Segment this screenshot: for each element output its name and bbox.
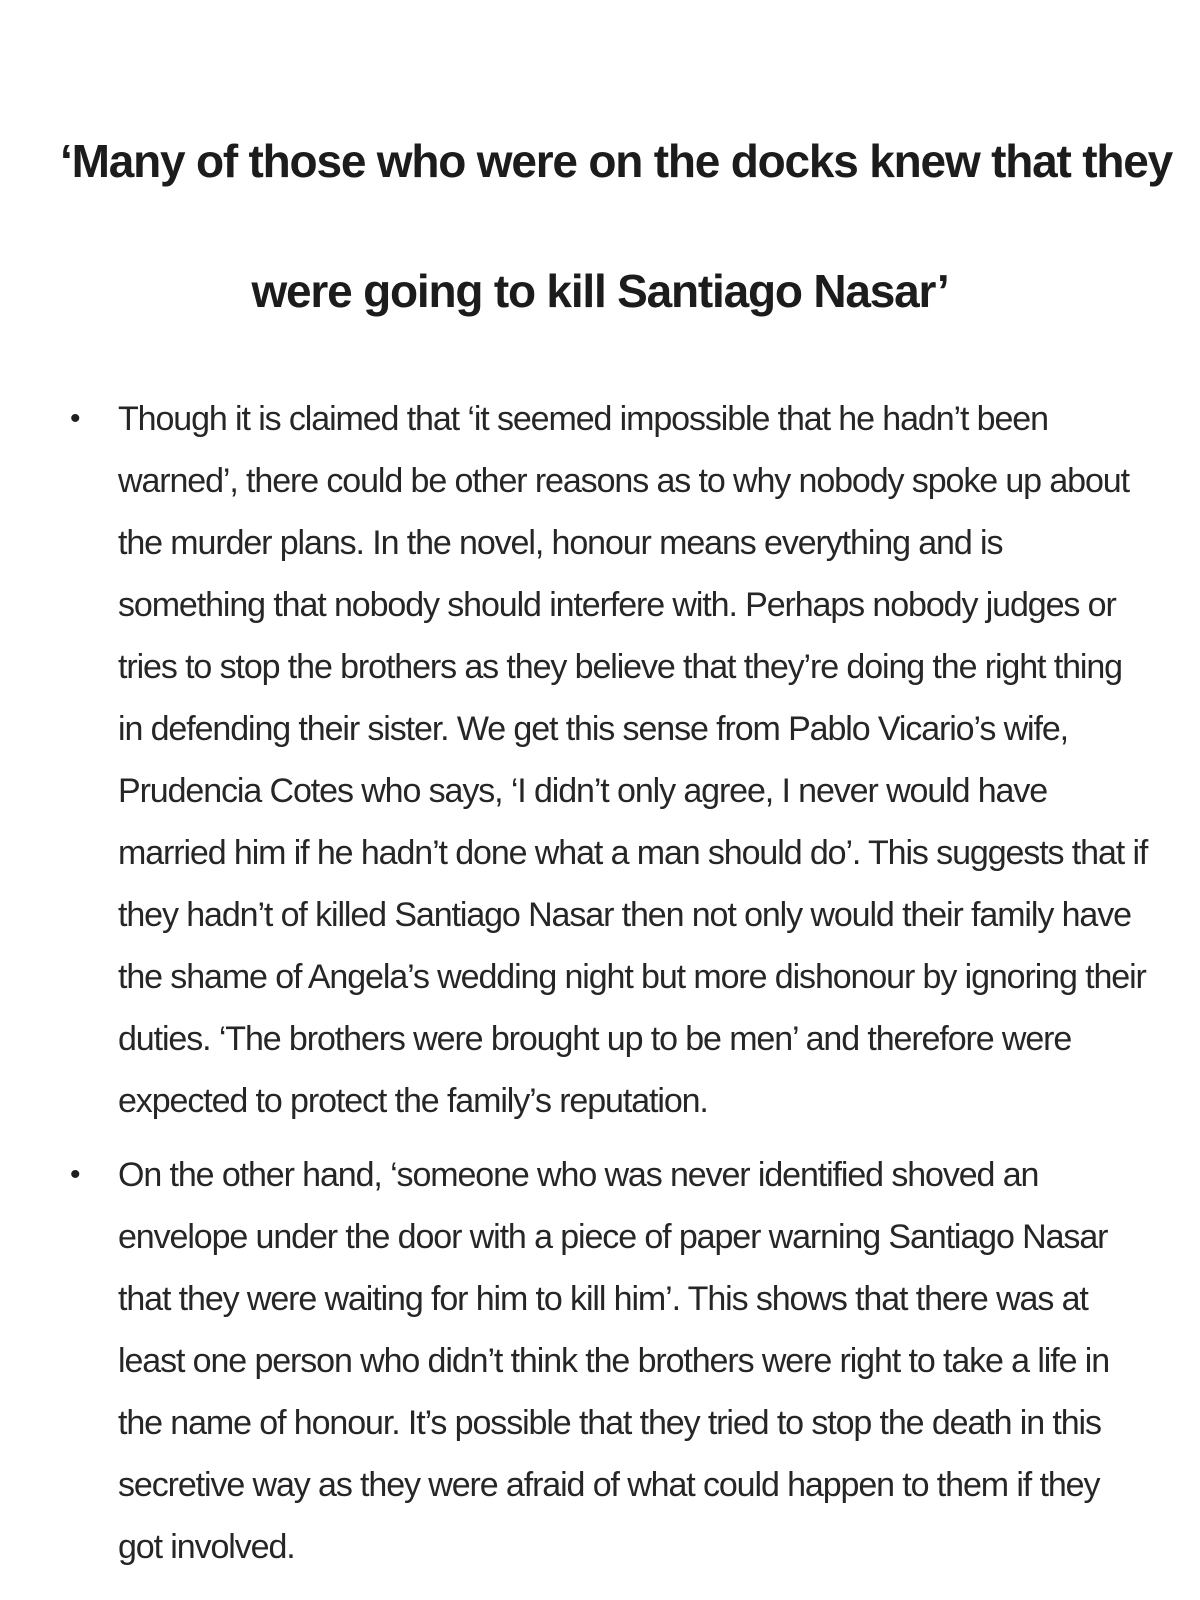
title-line-1: ‘Many of those who were on the docks knew that they [60, 135, 1172, 187]
title-line-2: were going to kill Santiago Nasar’ [251, 265, 949, 317]
bullet-icon: • [70, 1158, 81, 1191]
bullet-text-2: On the other hand, ‘someone who was never identified shoved an envelope under the door with a piece of paper warning Santiago Nasar that they were waiting for him to kill him’. This shows that there was at least one person who didn’t think the brothers were right to take a life in the name of honour. It’s possible that they tried to stop the death in this secretive way as they were afraid of what could happen to them if they got involved. [118, 1156, 1110, 1566]
bullet-text-1: Though it is claimed that ‘it seemed impossible that he hadn’t been warned’, there could be other reasons as to why nobody spoke up about the murder plans. In the novel, honour means everything and is something that nobody should interfere with. Perhaps nobody judges or tries to stop the brothers as they believe that they’re doing the right thing in defending their sister. We get this sense from Pablo Vicario’s wife, Prudencia Cotes who says, ‘I didn’t only agree, I never would have married him if he hadn’t done what a man should do’. This suggests that if they hadn’t of killed Santiago Nasar then not only would their family have the shame of Angela’s wedding night but more dishonour by ignoring their duties. ‘The brothers were brought up to be men’ and therefore were expected to protect the family’s reputation. [118, 400, 1148, 1120]
bullet-icon: • [70, 402, 81, 435]
page-title [60, 96, 1172, 356]
bullet-list [70, 388, 1150, 1590]
bullet-item-2 [70, 1144, 1150, 1578]
bullet-item-1 [70, 388, 1150, 1132]
